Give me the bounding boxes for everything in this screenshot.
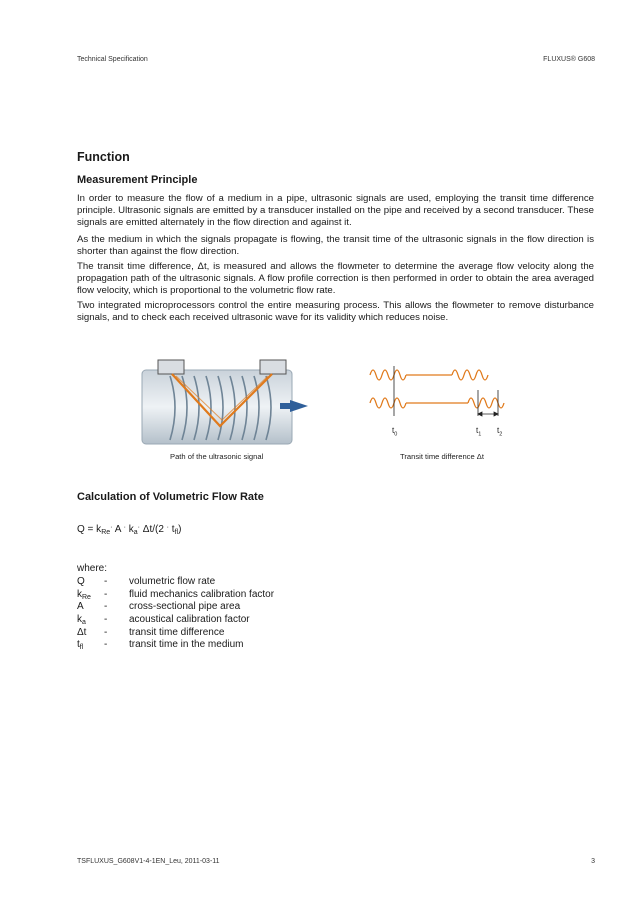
subsection-title: Measurement Principle — [77, 174, 198, 186]
calculation-title: Calculation of Volumetric Flow Rate — [77, 491, 264, 503]
where-label: where: — [77, 563, 108, 574]
waveform-downstream — [370, 398, 504, 408]
caption-transit-time: Transit time difference Δt — [400, 452, 484, 461]
paragraph-transit-difference: The transit time difference, Δt, is measured and allows the flowmeter to determine the average flow velocity along the propagation path of the ultrasonic signals. A flow profile correction is then performed in order to obtain the area averaged flow velocity, which is proportional to the volumetric flow rate. — [77, 261, 594, 296]
caption-signal-path: Path of the ultrasonic signal — [170, 452, 264, 461]
footer-document-id: TSFLUXUS_G608V1-4-1EN_Leu, 2011-03-11 — [77, 858, 220, 865]
flow-arrow — [290, 400, 308, 412]
section-title: Function — [77, 150, 130, 164]
pipe-body — [142, 370, 292, 444]
paragraph-propagation: As the medium in which the signals propagate is flowing, the transit time of the ultrasonic signals in the flow direction is shorter than against the flow direction. — [77, 234, 594, 257]
waveform-upstream — [370, 370, 488, 380]
label-t1: $t_1$ — [476, 426, 482, 438]
transducer-left — [158, 360, 184, 374]
pipe-signal-path-illustration — [140, 356, 320, 448]
time-markers — [394, 366, 498, 416]
paragraph-principle: In order to measure the flow of a medium in a pipe, ultrasonic signals are used, employing the transit time difference principle. Ultrasonic signals are emitted by a transducer installed on the pipe and received by a second transducer. These signals are emitted alternately in the flow direction and against it. — [77, 193, 594, 228]
header-document-type: Technical Specification — [77, 56, 148, 63]
transit-time-waveforms — [368, 360, 520, 418]
page-number: 3 — [591, 858, 595, 865]
paragraph-microprocessors: Two integrated microprocessors control the entire measuring process. This allows the flowmeter to remove disturbance signals, and to check each received ultrasonic wave for its validity which reduces noise. — [77, 300, 594, 323]
label-t0: $t_0$ — [392, 426, 398, 438]
transducer-right — [260, 360, 286, 374]
flow-rate-formula: $Q = k_{Re}^\cdot$ A · $k_a^\cdot$ Δt/(2 · $t_{fl}$) — [77, 524, 182, 536]
label-t2: $t_2$ — [497, 426, 503, 438]
header-product-name: FLUXUS® G608 — [543, 56, 595, 63]
